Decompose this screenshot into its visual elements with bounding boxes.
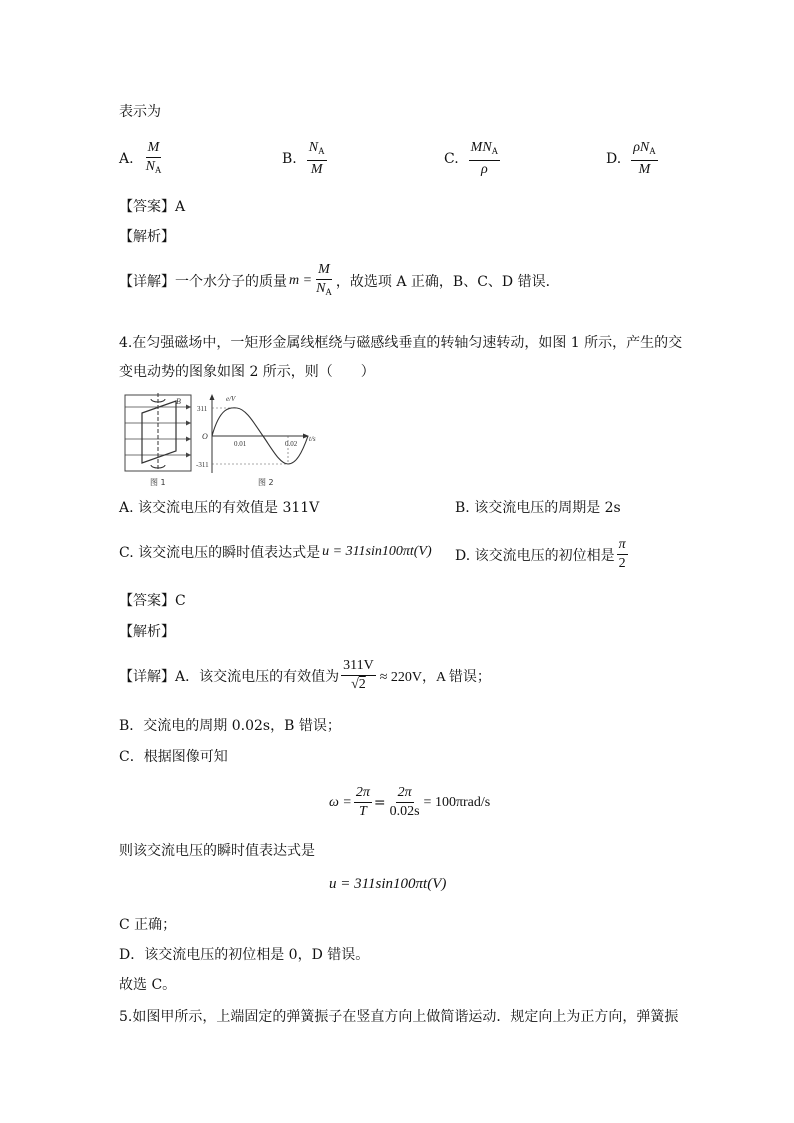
figure-2-emf-graph [196, 393, 320, 489]
instantaneous-expression: u = 311sin100πt(V) [329, 876, 447, 892]
q3-option-d: D. $\frac{\rho N_A}{M}$ [606, 140, 656, 177]
figure-2-y-label: e/V [226, 395, 236, 403]
figure-2-trough-label: -311 [196, 461, 209, 469]
q4-detail-a: 【详解】A．该交流电压的有效值为 $\frac{311V}{√2}$ ≈ 220V，A 错误； [119, 658, 491, 693]
q4-answer: 【答案】C [119, 593, 186, 609]
figure-1-caption: 图 1 [150, 478, 166, 487]
q4-c-correct: C 正确； [119, 917, 177, 933]
q3-option-c: C. $\frac{MN_A}{\rho}$ [444, 140, 499, 177]
q3-answer: 【答案】A [119, 199, 186, 215]
q4-option-a: A. 该交流电压的有效值是 311V [119, 500, 320, 516]
q4-option-b: B. 该交流电压的周期是 2s [455, 500, 621, 516]
q4-option-c: C. 该交流电压的瞬时值表达式是 u = 311sin100πt(V) [119, 544, 432, 561]
figure-1-rotating-coil [120, 393, 196, 489]
q5-stem-line1: 5.如图甲所示，上端固定的弹簧振子在竖直方向上做简谐运动．规定向上为正方向，弹簧振 [119, 1009, 679, 1025]
omega-equation: ω = $\frac{2\pi}{T}$ = $\frac{2\pi}{0.02s}$ = 100πrad/s [329, 785, 491, 819]
q4-detail-c: C．根据图像可知 [119, 749, 228, 765]
q3-analysis: 【解析】 [119, 229, 175, 245]
q4-choose: 故选 C。 [119, 977, 177, 993]
q3-stem-tail: 表示为 [119, 104, 161, 120]
q4-option-d: D. 该交流电压的初位相是 $\frac{\pi}{2}$ [455, 537, 626, 571]
q4-detail-b: B．交流电的周期 0.02s，B 错误； [119, 718, 341, 734]
figure-2-caption: 图 2 [258, 478, 274, 487]
q4-analysis: 【解析】 [119, 624, 175, 640]
q3-option-b: B. $\frac{N_A}{M}$ [282, 140, 325, 177]
figure-2-tick-002: 0.02 [285, 440, 298, 448]
figure-2-tick-001: 0.01 [234, 440, 247, 448]
q4-detail-d: D．该交流电压的初位相是 0，D 错误。 [119, 947, 370, 963]
figure-2-origin: O [202, 432, 208, 441]
q4-stem-line1: 4.在匀强磁场中，一矩形金属线框绕与磁感线垂直的转轴匀速转动，如图 1 所示，产生的交 [119, 335, 683, 351]
sqrt-icon: √ [351, 677, 359, 692]
figure-1-b-label: B [176, 397, 181, 406]
q4-expr-intro: 则该交流电压的瞬时值表达式是 [119, 843, 315, 859]
q4-stem-line2: 变电动势的图象如图 2 所示，则（ ） [119, 364, 375, 380]
q3-detail: 【详解】一个水分子的质量 m = $\frac{M}{N_A}$ ，故选项 A 正确，B、C、D 错误． [119, 262, 560, 297]
figure-2-x-label: t/s [309, 435, 316, 443]
q3-option-a: A. $\frac{M}{N_A}$ [119, 140, 162, 175]
figure-2-peak-label: 311 [197, 405, 208, 413]
